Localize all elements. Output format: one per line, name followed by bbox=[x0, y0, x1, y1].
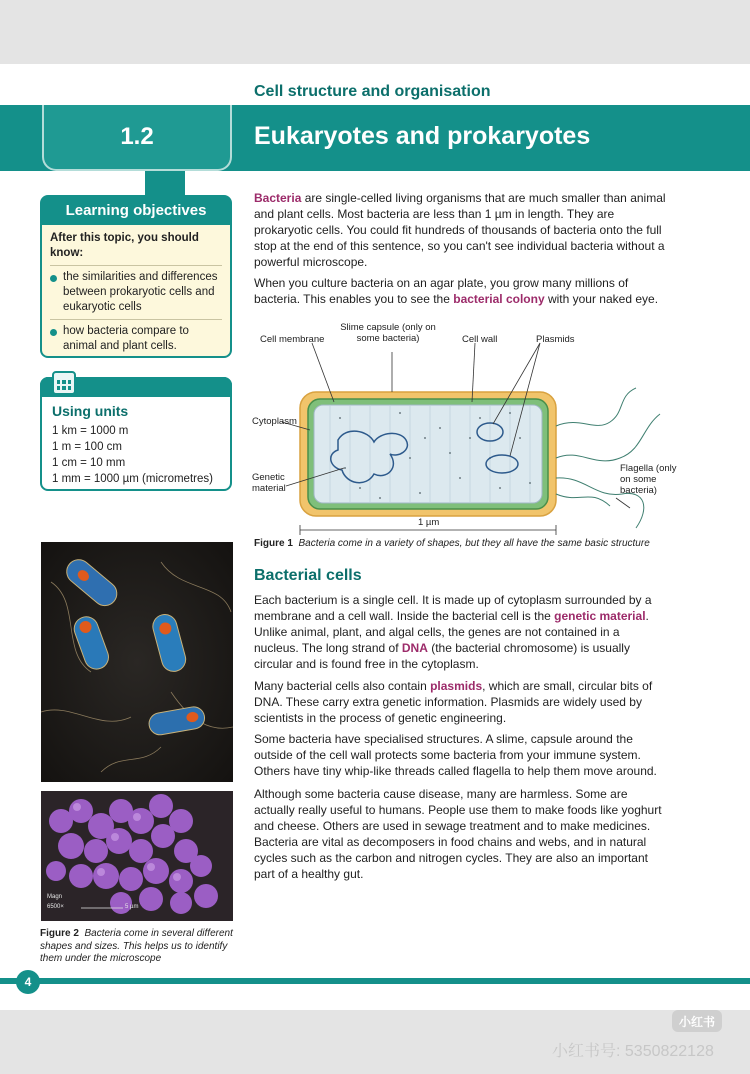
intro-paragraph-2: When you culture bacteria on an agar plate, you grow many millions of bacteria. This enables you to see the bacterial colony with your naked eye. bbox=[254, 276, 659, 306]
bacterium-diagram bbox=[250, 318, 690, 536]
page-title: Eukaryotes and prokaryotes bbox=[254, 122, 591, 150]
keyword-dna: DNA bbox=[401, 641, 428, 655]
objectives-intro: After this topic, you should know: bbox=[50, 232, 199, 259]
micrograph-magn-value: 6500× bbox=[47, 904, 64, 910]
page-number: 4 bbox=[16, 970, 40, 994]
title-band-end bbox=[690, 105, 750, 171]
label-cell-wall: Cell wall bbox=[462, 334, 498, 345]
unit-line: 1 cm = 10 mm bbox=[52, 457, 126, 469]
watermark-id: 小红书号: 5350822128 bbox=[552, 1043, 714, 1060]
calculator-icon bbox=[52, 371, 76, 395]
label-plasmids: Plasmids bbox=[536, 334, 575, 345]
bacterial-cells-paragraph-4: Although some bacteria cause disease, many are harmless. Some are actually really useful to humans. People use them to make foods like yoghurt and cheese. Others are used in sewage treatment and to make medicines. Bacteria are vital as decomposers in food chains and webs, and in natural cycles such as the carbon and nitrogen cycles. They are also an important part of a healthy gut. bbox=[254, 787, 662, 881]
label-slime-capsule: Slime capsule (only on some bacteria) bbox=[340, 322, 436, 344]
micrograph-scale: 5 µm bbox=[125, 904, 139, 910]
keyword-genetic-material: genetic material bbox=[554, 609, 646, 623]
label-cytoplasm: Cytoplasm bbox=[252, 416, 297, 427]
learning-objectives-heading: Learning objectives bbox=[40, 195, 232, 225]
bacterial-cells-paragraph-3: Some bacteria have specialised structures. A slime, capsule around the outside of the cell wall protects some bacteria from your immune system. Others have tiny whip-like threads called flagella to help them move around. bbox=[254, 732, 657, 778]
section-number: 1.2 bbox=[42, 105, 232, 171]
label-cell-membrane: Cell membrane bbox=[260, 334, 325, 345]
objectives-connector bbox=[145, 171, 185, 197]
bacterium-illustration bbox=[250, 318, 690, 536]
bacterial-cells-paragraph-1: Each bacterium is a single cell. It is made up of cytoplasm surrounded by a membrane and a cell wall. Inside the bacterial cell is the genetic material. Unlike animal, plant, and algal cells, the genes are not contained in a nucleus. The long strand of DNA (the bacterial chromosome) is usually circular and is found free in the cytoplasm. bbox=[254, 593, 652, 671]
label-flagella: Flagella (only on some bacteria) bbox=[620, 463, 677, 496]
unit-line: 1 m = 100 cm bbox=[52, 441, 122, 453]
objective-item: how bacteria compare to animal and plant cells. bbox=[50, 319, 222, 358]
section-heading-bacterial-cells: Bacterial cells bbox=[254, 567, 362, 584]
watermark-logo: 小红书 bbox=[672, 1010, 722, 1032]
unit-line: 1 km = 1000 m bbox=[52, 425, 129, 437]
micrograph-magn-label: Magn bbox=[47, 894, 63, 900]
using-units-title: Using units bbox=[52, 403, 129, 419]
keyword-bacteria: Bacteria bbox=[254, 191, 302, 205]
figure-1-caption: Figure 1 Bacteria come in a variety of shapes, but they all have the same basic structure bbox=[254, 538, 650, 549]
figure-2-caption: Figure 2 Bacteria come in several different shapes and sizes. This helps us to identify them under the microscope bbox=[40, 928, 233, 964]
label-genetic-material: Genetic material bbox=[252, 472, 286, 494]
keyword-bacterial-colony: bacterial colony bbox=[453, 292, 545, 306]
bacteria-micrograph-rods bbox=[41, 542, 233, 782]
unit-line: 1 mm = 1000 µm (micrometres) bbox=[52, 473, 213, 485]
learning-objectives-box bbox=[40, 225, 232, 358]
footer-rule bbox=[0, 978, 750, 984]
using-units-box bbox=[40, 377, 232, 491]
chapter-title: Cell structure and organisation bbox=[254, 83, 491, 100]
objective-item: the similarities and differences between prokaryotic cells and eukaryotic cells bbox=[50, 265, 222, 319]
rod-bacteria-image bbox=[41, 542, 233, 782]
cocci-bacteria-image bbox=[41, 791, 233, 921]
label-scale: 1 µm bbox=[418, 517, 440, 528]
intro-paragraph-1: Bacteria are single-celled living organisms that are much smaller than animal and plant cells. Most bacteria are less than 1 µm in length. They are prokaryotic cells. You could fit hundreds of thousands of bacteria onto the full stop at the end of this sentence, so you can't see individual bacteria without a powerful microscope. bbox=[254, 191, 666, 269]
keyword-plasmids: plasmids bbox=[430, 679, 483, 693]
bacterial-cells-paragraph-2: Many bacterial cells also contain plasmids, which are small, circular bits of DNA. These carry extra genetic information. Plasmids are widely used by scientists in the process of genetic engineering. bbox=[254, 679, 653, 725]
bacteria-micrograph-cocci bbox=[41, 791, 233, 921]
textbook-page bbox=[0, 64, 750, 1010]
